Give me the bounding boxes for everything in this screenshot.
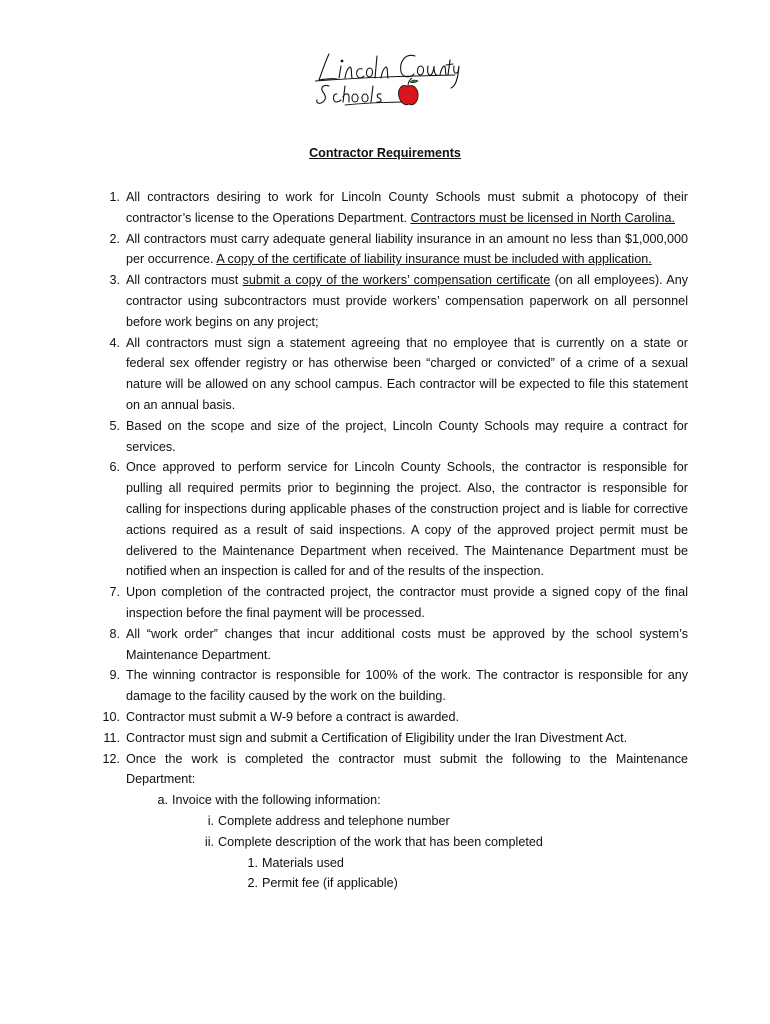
item-text: The winning contractor is responsible for 100% of the work. The contractor is responsible for any damage to the facility caused by the work on the building. bbox=[126, 668, 688, 704]
requirements-list bbox=[98, 187, 688, 894]
item-number: 11. bbox=[103, 730, 120, 745]
document-title: Contractor Requirements bbox=[309, 146, 461, 160]
item-text: All contractors must bbox=[126, 273, 243, 288]
lincoln-county-schools-logo bbox=[315, 48, 460, 110]
sub-item-label: 2. bbox=[247, 876, 258, 891]
sub-item-text: Complete address and telephone number bbox=[218, 813, 450, 828]
item-text: Contractor must submit a W-9 before a contract is awarded. bbox=[126, 709, 459, 724]
sub-item-text: Complete description of the work that has been completed bbox=[218, 834, 543, 849]
requirement-item-1 bbox=[98, 187, 688, 229]
requirement-item-9 bbox=[98, 665, 688, 707]
sub-item-text: Invoice with the following information: bbox=[172, 793, 381, 808]
item-number: 3. bbox=[109, 273, 120, 288]
item-number: 4. bbox=[109, 335, 120, 350]
sub-item-label: 1. bbox=[247, 855, 258, 870]
item-number: 8. bbox=[109, 626, 120, 641]
requirement-item-3 bbox=[98, 270, 688, 332]
requirement-item-5 bbox=[98, 416, 688, 458]
item-underlined-text: A copy of the certificate of liability insurance must be included with application. bbox=[216, 252, 652, 267]
item-number: 12. bbox=[102, 751, 120, 766]
item-number: 2. bbox=[109, 231, 120, 246]
item-number: 10. bbox=[102, 709, 120, 724]
requirement-item-2 bbox=[98, 229, 688, 271]
sub-item-text: Materials used bbox=[262, 855, 344, 870]
item-text: Upon completion of the contracted project, the contractor must provide a signed copy of the final inspection before the final payment will be processed. bbox=[126, 585, 688, 620]
item-text: All contractors desiring to work for Lincoln County Schools must submit a photocopy of their contractor’s license to the Operations Department. bbox=[126, 190, 688, 225]
item-number: 9. bbox=[109, 668, 120, 683]
item-text: All “work order” changes that incur additional costs must be approved by the school system’s Maintenance Department. bbox=[126, 626, 688, 662]
sub-item-materials bbox=[247, 853, 688, 874]
requirement-item-12 bbox=[98, 749, 688, 895]
sub-item-permit-fee bbox=[247, 873, 688, 894]
item-text: Once the work is completed the contractor must submit the following to the Maintenance Department: bbox=[126, 751, 688, 787]
sub-item-invoice bbox=[157, 790, 688, 811]
item-number: 5. bbox=[109, 418, 120, 433]
item-number: 7. bbox=[109, 585, 120, 600]
item-underlined-text: Contractors must be licensed in North Carolina. bbox=[410, 210, 676, 225]
item-text: Contractor must sign and submit a Certification of Eligibility under the Iran Divestment Act. bbox=[126, 730, 628, 745]
item-text-continued: (on all employees). Any contractor using subcontractors must provide workers’ compensation paperwork on all personnel before work begins on any project; bbox=[126, 273, 688, 329]
item-text: Once approved to perform service for Lincoln County Schools, the contractor is responsible for pulling all required permits prior to beginning the project. Also, the contractor is responsible for calling for inspections during applicable phases of the construction project and is liable for corrective actions required as a result of said inspections. A copy of the approved project permit must be delivered to the Maintenance Department when received. The Maintenance Department must be notified when an inspection is called for and of the results of the inspection. bbox=[126, 460, 688, 579]
sub-item-description bbox=[204, 832, 688, 853]
requirement-item-11 bbox=[98, 728, 688, 749]
item-number: 1. bbox=[109, 190, 120, 204]
item-text: All contractors must carry adequate general liability insurance in an amount no less than $1,000,000 per occurrence. bbox=[126, 231, 688, 267]
item-number: 6. bbox=[109, 460, 120, 475]
requirement-item-7 bbox=[98, 582, 688, 624]
requirement-item-4 bbox=[98, 333, 688, 416]
sub-item-label: a. bbox=[157, 793, 168, 808]
item-text: All contractors must sign a statement agreeing that no employee that is currently on a state or federal sex offender registry or has otherwise been “charged or convicted” of a crime of a sexual nature will be allowed on any school campus. Each contractor will be expected to file this statement on an annual basis. bbox=[126, 335, 688, 412]
apple-icon bbox=[398, 78, 418, 105]
requirement-item-8 bbox=[98, 624, 688, 666]
sub-item-address bbox=[207, 811, 688, 832]
item-underlined-text: submit a copy of the workers’ compensation certificate bbox=[242, 273, 551, 288]
requirement-item-10 bbox=[98, 707, 688, 728]
sub-item-text: Permit fee (if applicable) bbox=[262, 876, 398, 891]
sub-item-label: i. bbox=[207, 813, 214, 828]
sub-item-label: ii. bbox=[204, 834, 214, 849]
requirement-item-6 bbox=[98, 457, 688, 582]
logo-graphic bbox=[315, 48, 460, 110]
item-text: Based on the scope and size of the project, Lincoln County Schools may require a contract for services. bbox=[126, 418, 688, 454]
